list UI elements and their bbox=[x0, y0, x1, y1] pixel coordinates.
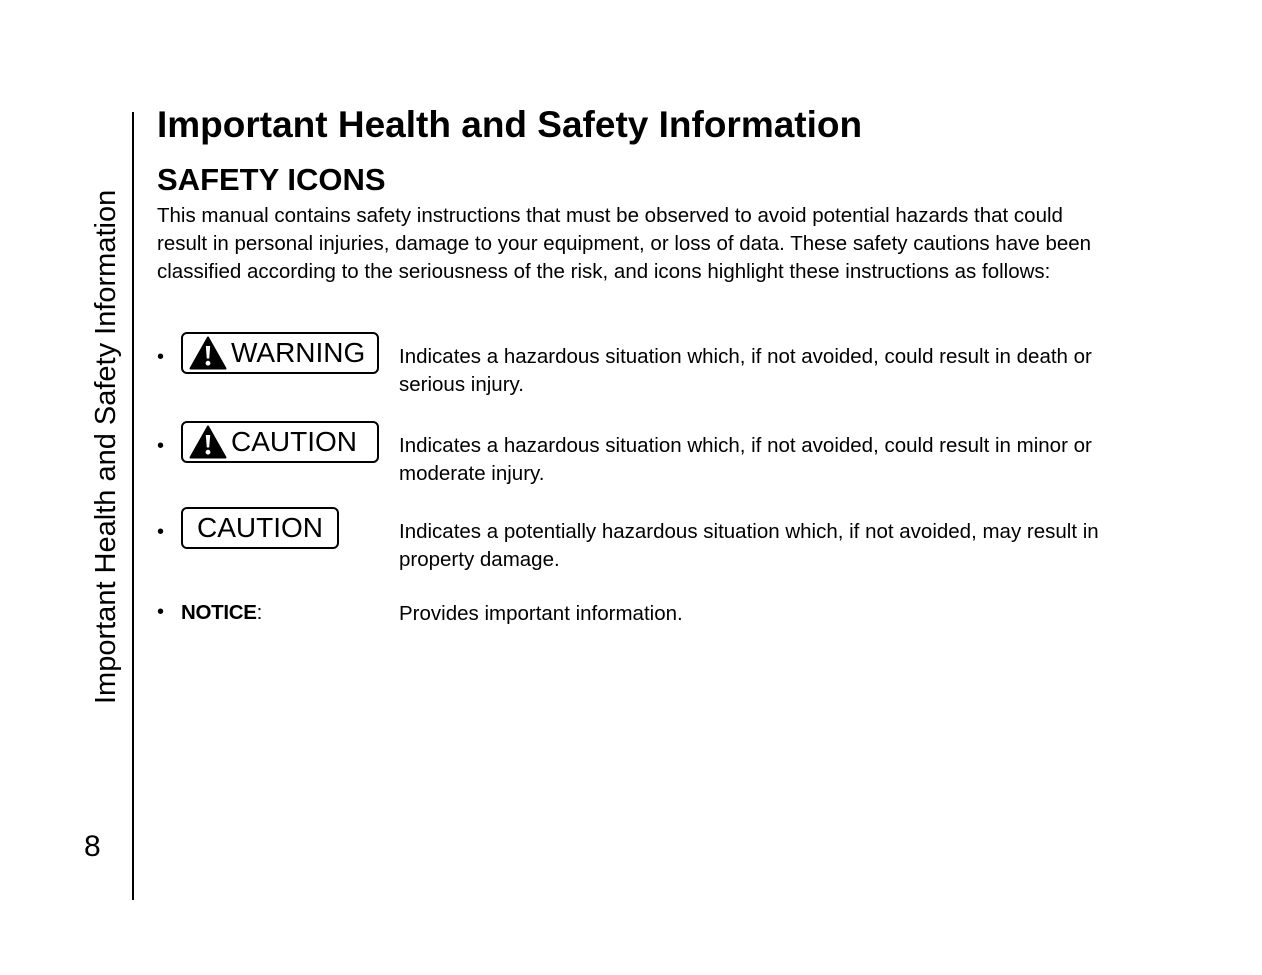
side-divider-line bbox=[132, 112, 134, 900]
bullet: • bbox=[157, 435, 165, 457]
warning-label: WARNING bbox=[231, 337, 366, 368]
bullet: • bbox=[157, 346, 165, 368]
notice-label bbox=[181, 600, 262, 626]
caution-badge bbox=[181, 507, 339, 549]
side-section-title: Important Health and Safety Information bbox=[90, 189, 122, 704]
caution-triangle-badge bbox=[181, 421, 379, 463]
warning-triangle-icon bbox=[189, 425, 227, 459]
notice-label-text: NOTICE bbox=[181, 601, 257, 624]
caution-label: CAUTION bbox=[231, 426, 357, 457]
caution-label: CAUTION bbox=[197, 512, 323, 543]
section-heading: SAFETY ICONS bbox=[157, 162, 386, 197]
warning-description: Indicates a hazardous situation which, if not avoided, could result in death or serious injury. bbox=[399, 345, 1092, 396]
warning-badge bbox=[181, 332, 379, 374]
notice-colon: : bbox=[256, 601, 263, 624]
bullet: • bbox=[157, 601, 165, 623]
page-number: 8 bbox=[84, 830, 101, 863]
intro-paragraph: This manual contains safety instructions that must be observed to avoid potential hazards that could result in personal injuries, damage to your equipment, or loss of data. These safety cautions have been classified according to the seriousness of the risk, and icons highlight these instructions as follows: bbox=[157, 204, 1092, 283]
bullet: • bbox=[157, 521, 165, 543]
warning-triangle-icon bbox=[189, 336, 227, 370]
notice-description: Provides important information. bbox=[399, 602, 683, 625]
caution-property-description: Indicates a potentially hazardous situation which, if not avoided, may result in property damage. bbox=[399, 520, 1099, 571]
main-content bbox=[157, 102, 1102, 286]
caution-injury-description: Indicates a hazardous situation which, if not avoided, could result in minor or moderate injury. bbox=[399, 434, 1092, 485]
page-title: Important Health and Safety Information bbox=[157, 104, 863, 145]
